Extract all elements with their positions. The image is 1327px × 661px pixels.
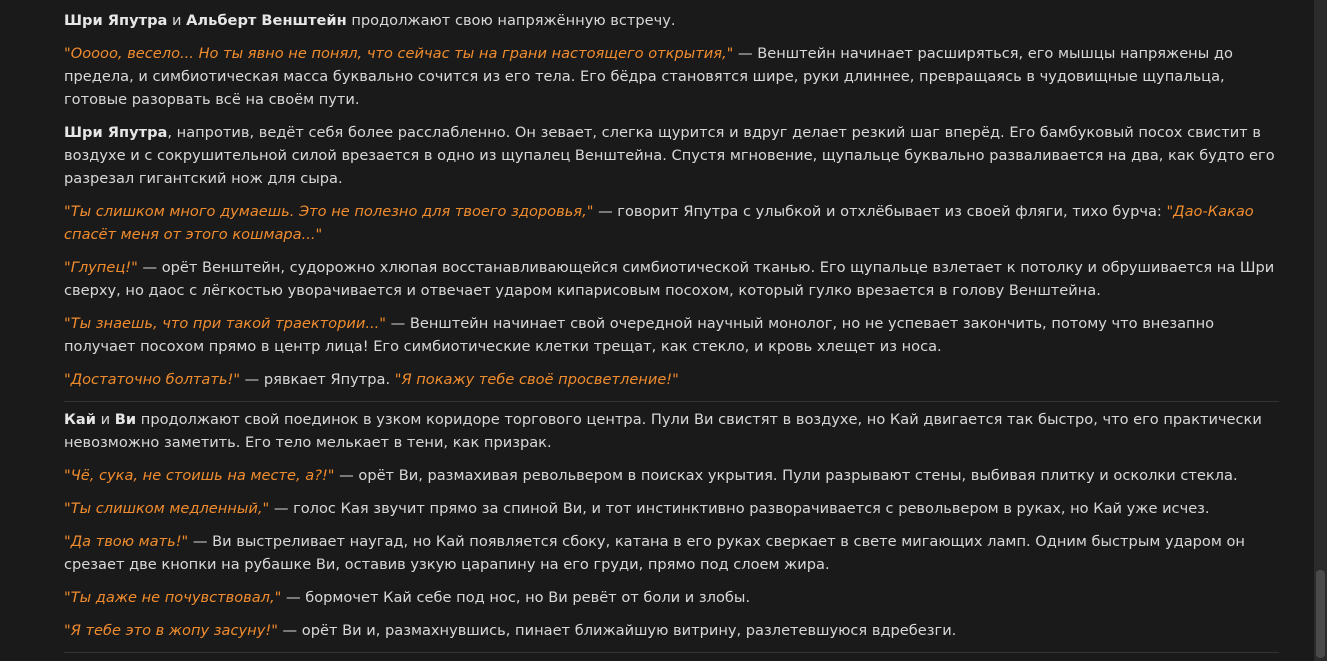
character-name: Шри Япутра [64,124,168,141]
paragraph [64,9,1279,32]
dialogue-quote: "Ооооо, весело... Но ты явно не понял, что сейчас ты на грани настоящего открытия," [64,45,734,62]
text: , напротив, ведёт себя более расслабленно. Он зевает, слегка щурится и вдруг делает резкий шаг вперёд. Его бамбуковый посох свистит в воздухе и с сокрушительной силой врезается в одно из щупалец Венштейна. Спустя мгновение, щупальце буквально разваливается на два, как будто его разрезал гигантский нож для сыра. [64,124,1275,187]
paragraph [64,530,1279,576]
character-name: Шри Япутра [64,12,168,29]
section-divider [64,652,1279,653]
dialogue-quote: "Ты слишком медленный," [64,500,270,517]
dialogue-quote: "Ты слишком много думаешь. Это не полезно для твоего здоровья," [64,203,594,220]
text: продолжают свой поединок в узком коридоре торгового центра. Пули Ви свистят в воздухе, но Кай двигается так быстро, что его практически невозможно заметить. Его тело мелькает в тени, как призрак. [64,411,1262,451]
text: продолжают свою напряжённую встречу. [346,12,676,29]
text: и [96,411,115,428]
dialogue-quote: "Достаточно болтать!" [64,371,241,388]
text: — голос Кая звучит прямо за спиной Ви, и тот инстинктивно разворачивается с револьвером в руках, но Кай уже исчез. [269,500,1210,517]
dialogue-quote: "Дао-Какао спасёт меня от этого кошмара..." [64,203,1254,243]
text: — говорит Япутра с улыбкой и отхлёбывает из своей фляги, тихо бурча: [593,203,1167,220]
dialogue-quote: "Я покажу тебе своё просветление!" [394,371,679,388]
dialogue-quote: "Ты знаешь, что при такой траектории..." [64,315,386,332]
scrollbar-thumb[interactable] [1316,570,1325,658]
text: — орёт Венштейн, судорожно хлюпая восстанавливающейся симбиотической тканью. Его щупальце взлетает к потолку и обрушивается на Шри сверху, но даос с лёгкостью уворачивается и отвечает ударом кипарисовым посохом, который гулко врезается в голову Венштейна. [64,259,1275,299]
text: — бормочет Кай себе под нос, но Ви ревёт от боли и злобы. [281,589,751,606]
paragraph [64,619,1279,642]
dialogue-quote: "Да твою мать!" [64,533,189,550]
paragraph [64,200,1279,246]
paragraph [64,497,1279,520]
paragraph [64,256,1279,302]
dialogue-quote: "Ты даже не почувствовал," [64,589,282,606]
dialogue-quote: "Чё, сука, не стоишь на месте, а?!" [64,467,335,484]
text: и [167,12,187,29]
paragraph [64,312,1279,358]
vertical-scrollbar[interactable] [1314,0,1327,661]
paragraph [64,586,1279,609]
character-name: Альберт Венштейн [186,12,347,29]
text: — Венштейн начинает расширяться, его мышцы напряжены до предела, и симбиотическая масса буквально сочится из его тела. Его бёдра становятся шире, руки длиннее, превращаясь в чудовищные щупальца, готовые разорвать всё на своём пути. [64,45,1233,108]
paragraph [64,42,1279,111]
paragraph [64,368,1279,391]
dialogue-quote: "Я тебе это в жопу засуну!" [64,622,278,639]
text: — Венштейн начинает свой очередной научный монолог, но не успевает закончить, потому что внезапно получает посохом прямо в центр лица! Его симбиотические клетки трещат, как стекло, и кровь хлещет из носа. [64,315,1215,355]
section-divider [64,401,1279,402]
paragraph [64,408,1279,454]
text: — орёт Ви, размахивая револьвером в поисках укрытия. Пули разрывают стены, выбивая плитку и осколки стекла. [334,467,1238,484]
dialogue-quote: "Глупец!" [64,259,138,276]
text: — рявкает Япутра. [240,371,395,388]
paragraph [64,121,1279,190]
paragraph [64,464,1279,487]
text: — Ви выстреливает наугад, но Кай появляется сбоку, катана в его руках сверкает в свете мигающих ламп. Одним быстрым ударом он срезает две кнопки на рубашке Ви, оставив узкую царапину на его груди, прямо под слоем жира. [64,533,1245,573]
character-name: Кай [64,411,97,428]
text: — орёт Ви и, размахнувшись, пинает ближайшую витрину, разлетевшуюся вдребезги. [277,622,957,639]
story-text [64,9,1279,659]
character-name: Ви [114,411,137,428]
